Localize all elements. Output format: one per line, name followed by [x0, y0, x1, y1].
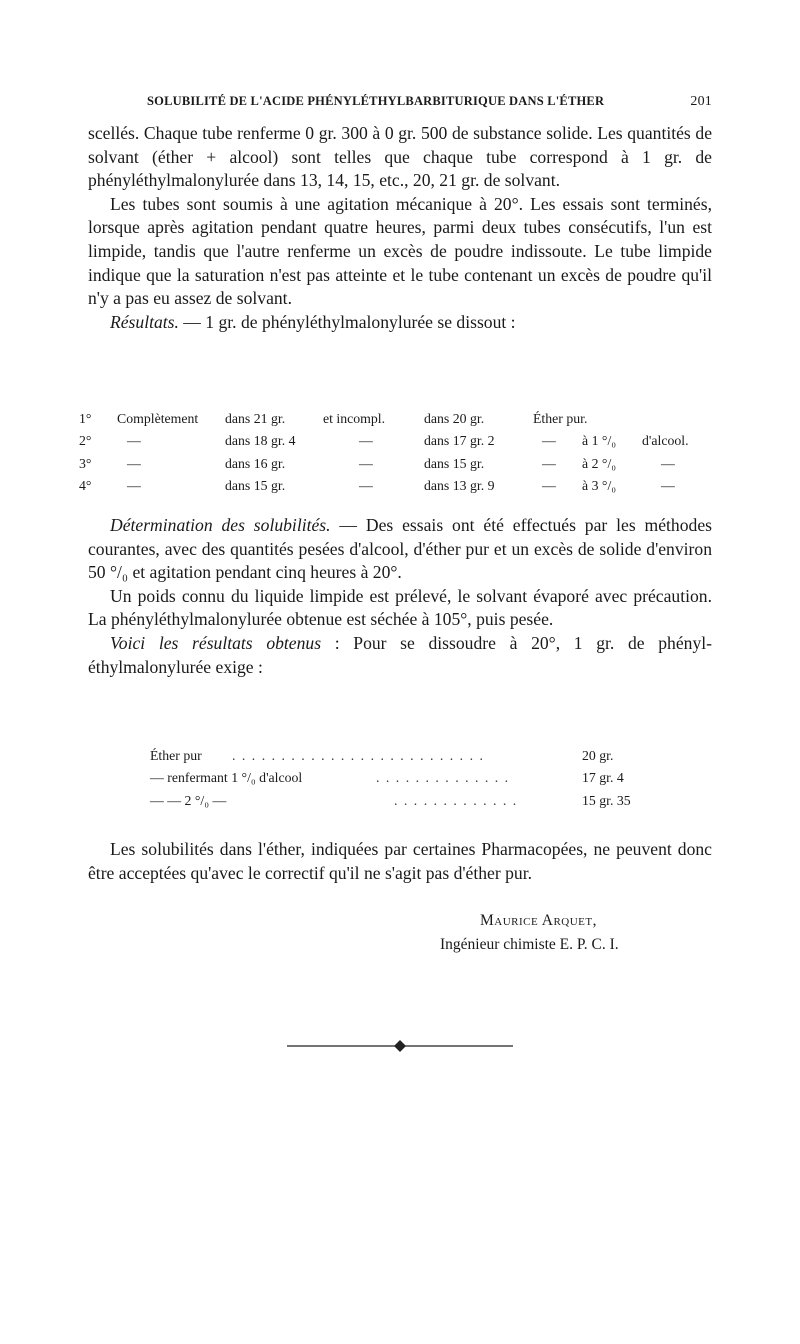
results-number: 3° — [79, 455, 92, 471]
results-row — [79, 453, 719, 475]
solubility-value: 20 gr. — [582, 748, 614, 763]
running-title: SOLUBILITÉ DE L'ACIDE PHÉNYLÉTHYLBARBITURIQUE DANS L'ÉTHER — [147, 94, 605, 108]
end-ornament — [287, 1040, 513, 1052]
solubility-table — [150, 745, 690, 812]
results-col-f: à 2 °/₀ — [582, 455, 617, 471]
results-number: 4° — [79, 478, 92, 494]
results-col-g: d'alcool. — [642, 433, 689, 449]
solubility-value: 17 gr. 4 — [582, 770, 624, 786]
results-col-f: à 3 °/₀ — [582, 478, 617, 494]
solubility-value: 15 gr. 35 — [582, 792, 631, 808]
results-col-b: dans 15 gr. — [225, 478, 286, 494]
results-col-b: dans 21 gr. — [225, 411, 286, 426]
results-list — [79, 408, 719, 498]
results-col-c: — — [359, 433, 373, 449]
signature-name: Maurice Arquet, — [480, 912, 597, 929]
results-col-e: Éther pur. — [533, 411, 588, 426]
leader-dots: . . . . . . . . . . . . . — [394, 792, 518, 808]
solubility-label: — — 2 °/₀ — — [150, 792, 227, 808]
signature-title: Ingénieur chimiste E. P. C. I. — [440, 936, 619, 953]
results-row — [79, 408, 719, 430]
paragraph-6-text: : Pour se dissoudre à 20°, 1 gr. de phényl-éthylmalonylurée exige : — [88, 632, 712, 677]
paragraph-6-lead: Voici les résultats obtenus — [110, 632, 322, 653]
results-col-g: — — [661, 455, 675, 471]
paragraph-3 — [88, 311, 712, 335]
results-number: 1° — [79, 411, 92, 426]
results-col-a: Complètement — [117, 411, 199, 426]
paragraph-7: Les solubilités dans l'éther, indiquées par certaines Pharmacopées, ne peuvent donc être acceptées qu'avec le correctif qu'il ne s'agit pas d'éther pur. — [88, 839, 712, 883]
solubility-row — [150, 767, 690, 789]
solubility-row — [150, 745, 690, 767]
results-col-d: dans 20 gr. — [424, 411, 485, 426]
paragraph-4-text: — Des essais ont été effectués par les méthodes courantes, avec des quantités pesées d'alcool, d'éther pur et un excès de solide d'environ 50 °/₀ et agitation pendant cinq heures à 20°. — [88, 515, 712, 583]
results-number: 2° — [79, 433, 92, 449]
results-col-g: — — [661, 478, 675, 494]
paragraph-1: scellés. Chaque tube renferme 0 gr. 300 à 0 gr. 500 de substance solide. Les quantités de solvant (éther + alcool) sont telles que chaque tube correspond à 1 gr. de phényléthylmalonylurée dans 13, 14, 15, etc., 20, 21 gr. de solvant. — [88, 123, 712, 191]
results-col-d: dans 17 gr. 2 — [424, 433, 495, 449]
results-col-a: — — [127, 478, 141, 494]
paragraph-2: Les tubes sont soumis à une agitation mécanique à 20°. Les essais sont terminés, lorsque après agitation pendant quatre heures, parmi deux tubes consécutifs, l'un est limpide, tandis que l'autre renferme un excès de poudre indissoute. Le tube limpide indique que la saturation n'est pas atteinte et le tube contenant un excès de poudre qu'il n'y a pas eu assez de solvant. — [88, 193, 712, 309]
paragraph-5: Un poids connu du liquide limpide est prélevé, le solvant évaporé avec précaution. La phényléthylmalonylurée obtenue est séchée à 105°, puis pesée. — [88, 585, 712, 630]
results-row — [79, 475, 719, 497]
body-text-middle — [88, 514, 712, 679]
results-col-d: dans 13 gr. 9 — [424, 478, 495, 494]
results-col-e: — — [542, 433, 556, 449]
results-col-c: — — [359, 455, 373, 471]
body-text-bottom — [88, 838, 712, 885]
results-col-b: dans 16 gr. — [225, 455, 286, 471]
paragraph-3-text: — 1 gr. de phényléthylmalonylurée se dissout : — [178, 311, 516, 332]
results-col-c: — — [359, 478, 373, 494]
paragraph-3-lead: Résultats. — [110, 311, 179, 332]
results-col-c: et incompl. — [323, 411, 386, 426]
body-text-top — [88, 122, 712, 334]
solubility-row — [150, 790, 690, 812]
solubility-label: Éther pur — [150, 748, 202, 763]
leader-dots: . . . . . . . . . . . . . . — [376, 770, 510, 786]
results-col-a: — — [127, 455, 141, 471]
page-number: 201 — [690, 94, 712, 109]
results-row — [79, 430, 719, 452]
paragraph-4 — [88, 514, 712, 585]
results-col-f: à 1 °/₀ — [582, 433, 617, 449]
leader-dots: . . . . . . . . . . . . . . . . . . . . . . . . . . — [232, 748, 485, 763]
results-col-a: — — [127, 433, 141, 449]
results-col-d: dans 15 gr. — [424, 455, 485, 471]
paragraph-6 — [88, 632, 712, 679]
results-col-b: dans 18 gr. 4 — [225, 433, 296, 449]
results-col-e: — — [542, 478, 556, 494]
paragraph-4-lead: Détermination des solubilités. — [110, 515, 331, 535]
solubility-label: — renfermant 1 °/₀ d'alcool — [150, 770, 303, 786]
results-col-e: — — [542, 455, 556, 471]
